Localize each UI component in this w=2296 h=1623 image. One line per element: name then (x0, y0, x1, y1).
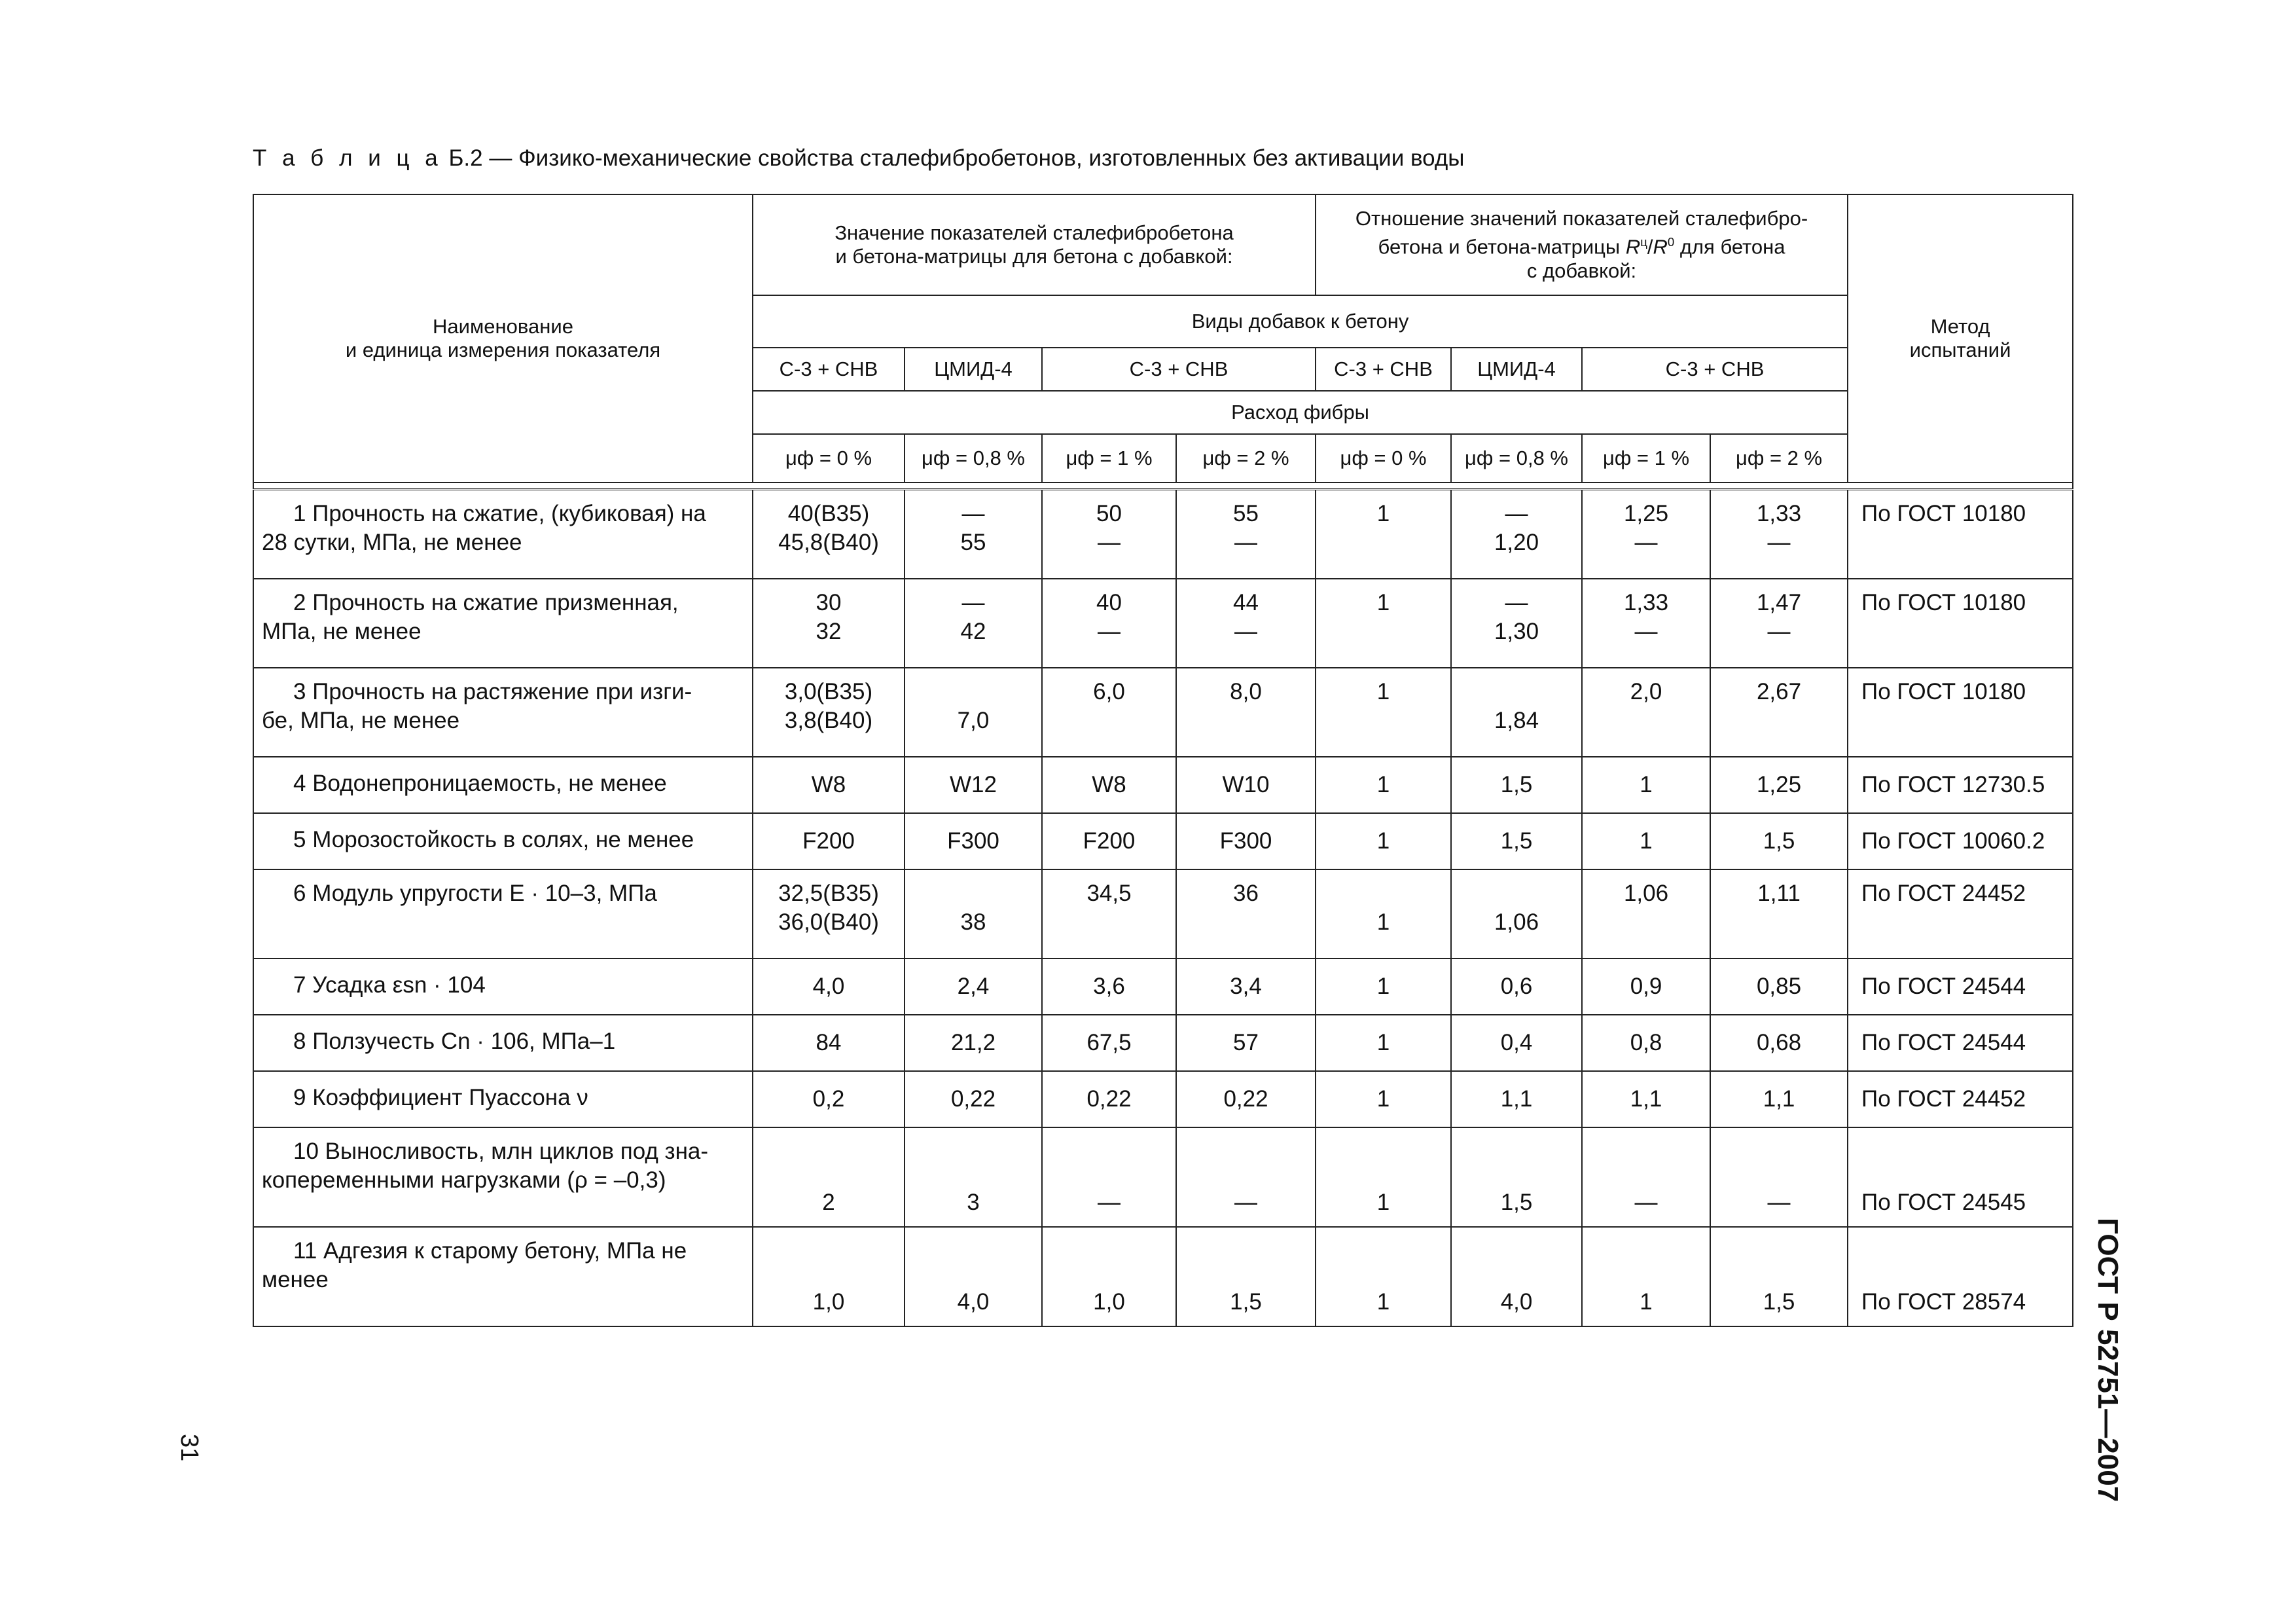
value-cell: 1,5 (1710, 1227, 1848, 1326)
test-method: По ГОСТ 24544 (1848, 1015, 2073, 1071)
value-cell: W12 (905, 757, 1042, 813)
value-cell: — (1710, 1127, 1848, 1227)
value-cell: 1 (1316, 757, 1451, 813)
value-cell: 84 (753, 1015, 905, 1071)
value-cell: 1,1 (1582, 1071, 1710, 1127)
value-cell: 1,06 (1451, 869, 1582, 958)
property-name: 7 Усадка εsn · 104 (253, 958, 753, 1015)
property-name: 3 Прочность на растяжение при изги- бе, МПа, не менее (253, 668, 753, 757)
header-additive: С-3 + СНВ (1042, 348, 1316, 391)
value-cell: 4,0 (1451, 1227, 1582, 1326)
value-cell: 0,68 (1710, 1015, 1848, 1071)
value-cell: — (1582, 1127, 1710, 1227)
value-cell: 1,0 (753, 1227, 905, 1326)
value-cell: 34,5 (1042, 869, 1176, 958)
value-cell: 50 — (1042, 490, 1176, 579)
value-cell: 3,4 (1176, 958, 1316, 1015)
value-cell: 2 (753, 1127, 905, 1227)
value-cell: F200 (1042, 813, 1176, 869)
test-method: По ГОСТ 10180 (1848, 579, 2073, 668)
header-values-group: Значение показателей сталефибробетона и бетона-матрицы для бетона с добавкой: (753, 194, 1316, 295)
value-cell: 57 (1176, 1015, 1316, 1071)
table-row (253, 579, 2073, 668)
value-cell: 1,1 (1451, 1071, 1582, 1127)
header-fiber-rate: μф = 0,8 % (1451, 434, 1582, 483)
value-cell: 36 (1176, 869, 1316, 958)
header-additive: ЦМИД-4 (905, 348, 1042, 391)
table-row (253, 668, 2073, 757)
value-cell: 0,2 (753, 1071, 905, 1127)
test-method: По ГОСТ 24452 (1848, 869, 2073, 958)
header-name-column: Наименование и единица измерения показателя (253, 194, 753, 483)
test-method: По ГОСТ 10180 (1848, 490, 2073, 579)
value-cell: — 1,30 (1451, 579, 1582, 668)
test-method: По ГОСТ 28574 (1848, 1227, 2073, 1326)
property-name: 1 Прочность на сжатие, (кубиковая) на 28 сутки, МПа, не менее (253, 490, 753, 579)
value-cell: 0,9 (1582, 958, 1710, 1015)
value-cell: 0,6 (1451, 958, 1582, 1015)
test-method: По ГОСТ 24452 (1848, 1071, 2073, 1127)
value-cell: 6,0 (1042, 668, 1176, 757)
value-cell: 1 (1316, 668, 1451, 757)
page-number: 31 (175, 1434, 203, 1462)
value-cell: 2,4 (905, 958, 1042, 1015)
value-cell: — (1042, 1127, 1176, 1227)
table-row (253, 1127, 2073, 1227)
value-cell: W8 (1042, 757, 1176, 813)
value-cell: 1 (1316, 490, 1451, 579)
caption-label: Т а б л и ц а (253, 145, 442, 171)
header-additive: С-3 + СНВ (1582, 348, 1848, 391)
properties-table (253, 194, 2073, 1327)
value-cell: 55 — (1176, 490, 1316, 579)
value-cell: W10 (1176, 757, 1316, 813)
property-name: 4 Водонепроницаемость, не менее (253, 757, 753, 813)
property-name: 6 Модуль упругости E · 10–3, МПа (253, 869, 753, 958)
value-cell: 40 — (1042, 579, 1176, 668)
value-cell: 1,33 — (1710, 490, 1848, 579)
value-cell: 40(В35) 45,8(В40) (753, 490, 905, 579)
value-cell: 8,0 (1176, 668, 1316, 757)
table-row (253, 869, 2073, 958)
value-cell: 7,0 (905, 668, 1042, 757)
property-name: 2 Прочность на сжатие призменная, МПа, не менее (253, 579, 753, 668)
value-cell: F300 (1176, 813, 1316, 869)
header-fiber-title: Расход фибры (753, 391, 1848, 434)
header-additive: С-3 + СНВ (1316, 348, 1451, 391)
value-cell: 32,5(В35) 36,0(В40) (753, 869, 905, 958)
value-cell: F200 (753, 813, 905, 869)
table-row (253, 1071, 2073, 1127)
value-cell: 44 — (1176, 579, 1316, 668)
value-cell: 30 32 (753, 579, 905, 668)
property-name: 10 Выносливость, млн циклов под зна- копеременными нагрузками (ρ = –0,3) (253, 1127, 753, 1227)
header-additives-title: Виды добавок к бетону (753, 295, 1848, 348)
header-additive: С-3 + СНВ (753, 348, 905, 391)
header-fiber-rate: μф = 2 % (1710, 434, 1848, 483)
ratio-formula-line: бетона и бетона-матрицы $R^ц/R^0$ для бетона (1378, 235, 1785, 259)
value-cell: 1 (1316, 579, 1451, 668)
value-cell: 1 (1316, 1071, 1451, 1127)
table-row (253, 1227, 2073, 1326)
value-cell: 0,22 (1042, 1071, 1176, 1127)
value-cell: 67,5 (1042, 1015, 1176, 1071)
property-name: 11 Адгезия к старому бетону, МПа не менее (253, 1227, 753, 1326)
property-name: 8 Ползучесть Cn · 106, МПа–1 (253, 1015, 753, 1071)
value-cell: 1,5 (1710, 813, 1848, 869)
test-method: По ГОСТ 24544 (1848, 958, 2073, 1015)
value-cell: 1 (1316, 1227, 1451, 1326)
value-cell: 4,0 (753, 958, 905, 1015)
value-cell: 0,8 (1582, 1015, 1710, 1071)
value-cell: 3 (905, 1127, 1042, 1227)
value-cell: 1,06 (1582, 869, 1710, 958)
table-row (253, 490, 2073, 579)
value-cell: 1 (1582, 813, 1710, 869)
property-name: 5 Морозостойкость в солях, не менее (253, 813, 753, 869)
header-ratio-group: Отношение значений показателей сталефибро- бетона и бетона-матрицы $R^ц/R^0$ для бетона с добавкой: (1316, 194, 1848, 295)
value-cell: 21,2 (905, 1015, 1042, 1071)
value-cell: 1,5 (1451, 813, 1582, 869)
header-fiber-rate: μф = 0 % (1316, 434, 1451, 483)
value-cell: — 1,20 (1451, 490, 1582, 579)
value-cell: 1 (1316, 958, 1451, 1015)
value-cell: 1 (1316, 813, 1451, 869)
value-cell: 1,33 — (1582, 579, 1710, 668)
value-cell: 1,1 (1710, 1071, 1848, 1127)
value-cell: 3,6 (1042, 958, 1176, 1015)
table-row (253, 958, 2073, 1015)
value-cell: 1,0 (1042, 1227, 1176, 1326)
value-cell: — (1176, 1127, 1316, 1227)
table-caption (253, 145, 1464, 172)
header-fiber-rate: μф = 1 % (1582, 434, 1710, 483)
value-cell: 1 (1582, 1227, 1710, 1326)
value-cell: 2,67 (1710, 668, 1848, 757)
value-cell: 1,5 (1451, 757, 1582, 813)
value-cell: 1,25 — (1582, 490, 1710, 579)
value-cell: 4,0 (905, 1227, 1042, 1326)
test-method: По ГОСТ 24545 (1848, 1127, 2073, 1227)
caption-text: Б.2 — Физико-механические свойства сталефибробетонов, изготовленных без активации воды (442, 145, 1465, 171)
table-row (253, 757, 2073, 813)
value-cell: 2,0 (1582, 668, 1710, 757)
header-fiber-rate: μф = 1 % (1042, 434, 1176, 483)
standard-designation: ГОСТ Р 52751—2007 (2092, 1218, 2124, 1503)
value-cell: 3,0(В35) 3,8(В40) (753, 668, 905, 757)
value-cell: 1 (1316, 869, 1451, 958)
value-cell: 1 (1582, 757, 1710, 813)
table-row (253, 813, 2073, 869)
value-cell: 0,4 (1451, 1015, 1582, 1071)
test-method: По ГОСТ 12730.5 (1848, 757, 2073, 813)
header-fiber-rate: μф = 2 % (1176, 434, 1316, 483)
value-cell: 1,5 (1451, 1127, 1582, 1227)
value-cell: W8 (753, 757, 905, 813)
value-cell: 38 (905, 869, 1042, 958)
value-cell: — 42 (905, 579, 1042, 668)
test-method: По ГОСТ 10060.2 (1848, 813, 2073, 869)
header-fiber-rate: μф = 0,8 % (905, 434, 1042, 483)
value-cell: 0,22 (905, 1071, 1042, 1127)
value-cell: 1,11 (1710, 869, 1848, 958)
property-name: 9 Коэффициент Пуассона ν (253, 1071, 753, 1127)
value-cell: 1,25 (1710, 757, 1848, 813)
value-cell: 1 (1316, 1015, 1451, 1071)
value-cell: 1,47 — (1710, 579, 1848, 668)
header-fiber-rate: μф = 0 % (753, 434, 905, 483)
value-cell: 0,85 (1710, 958, 1848, 1015)
header-additive: ЦМИД-4 (1451, 348, 1582, 391)
value-cell: 1 (1316, 1127, 1451, 1227)
table-row (253, 1015, 2073, 1071)
value-cell: 0,22 (1176, 1071, 1316, 1127)
test-method: По ГОСТ 10180 (1848, 668, 2073, 757)
value-cell: 1,5 (1176, 1227, 1316, 1326)
value-cell: F300 (905, 813, 1042, 869)
header-method-column: Метод испытаний (1848, 194, 2073, 483)
value-cell: 1,84 (1451, 668, 1582, 757)
value-cell: — 55 (905, 490, 1042, 579)
